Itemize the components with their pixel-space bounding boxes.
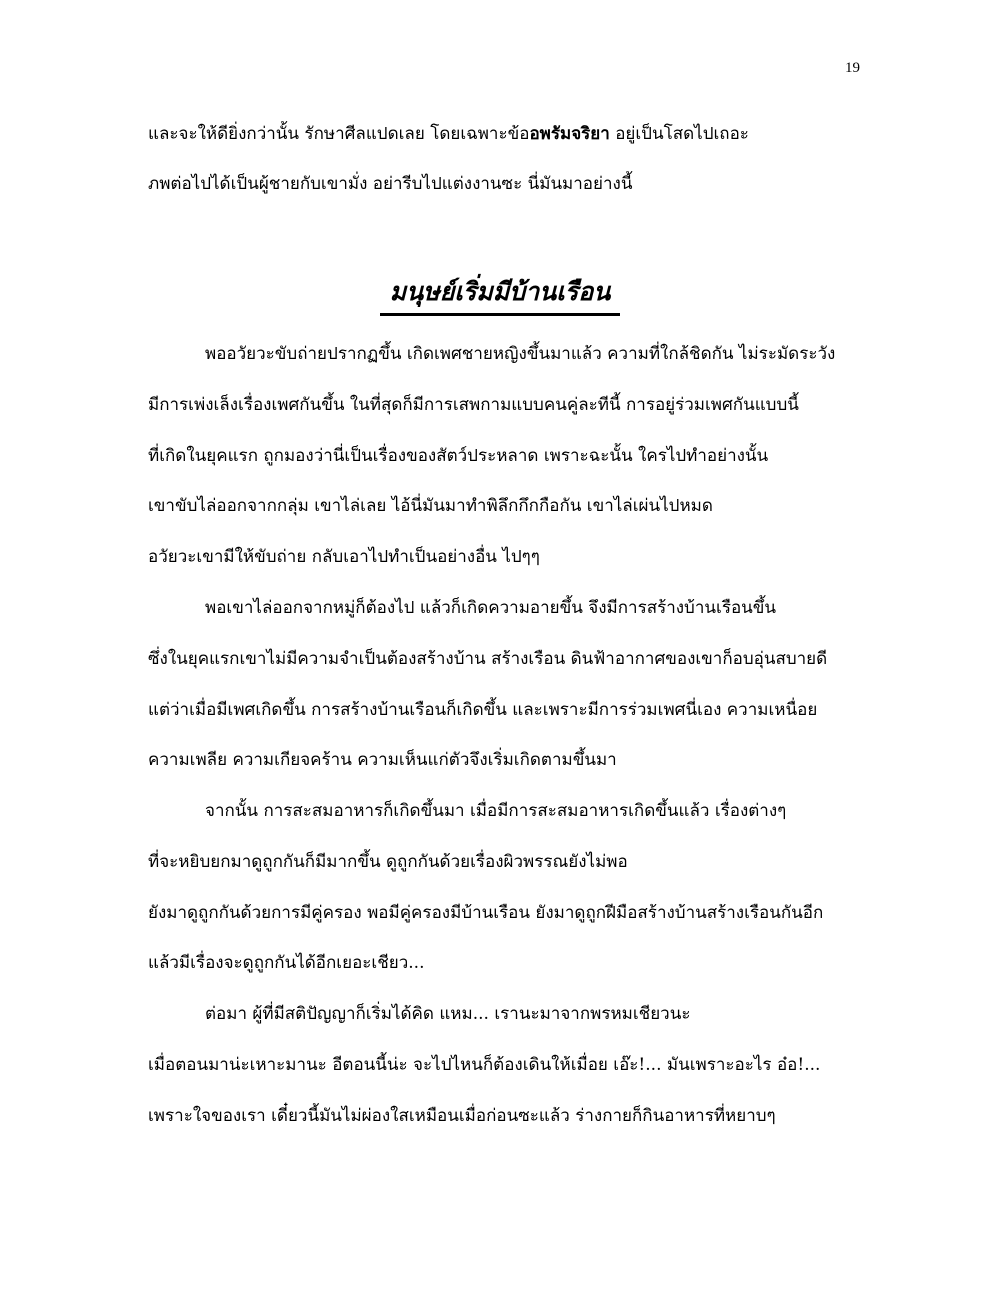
paragraph-2-line-3: แต่ว่าเมื่อมีเพศเกิดขึ้น การสร้างบ้านเรือนก็เกิดขึ้น และเพราะมีการร่วมเพศนี่เอง ความเหนื่อย (148, 700, 818, 720)
paragraph-1-line-4: เขาขับไล่ออกจากกลุ่ม เขาไล่เลย ไอ้นี่มันมาทำพิลึกกึกกือกัน เขาไล่เผ่นไปหมด (148, 496, 713, 516)
paragraph-4-line-3: เพราะใจของเรา เดี๋ยวนี้มันไม่ผ่องใสเหมือนเมื่อก่อนซะแล้ว ร่างกายก็กินอาหารที่หยาบๆ (148, 1106, 776, 1126)
paragraph-3-line-1: จากนั้น การสะสมอาหารก็เกิดขึ้นมา เมื่อมีการสะสมอาหารเกิดขึ้นแล้ว เรื่องต่างๆ (205, 801, 787, 821)
paragraph-1-line-3: ที่เกิดในยุคแรก ถูกมองว่านี่เป็นเรื่องของสัตว์ประหลาด เพราะฉะนั้น ใครไปทำอย่างนั้น (148, 446, 769, 466)
intro-line-1 (148, 122, 749, 146)
page-number: 19 (845, 60, 860, 76)
paragraph-2-line-2: ซึ่งในยุคแรกเขาไม่มีความจำเป็นต้องสร้างบ้าน สร้างเรือน ดินฟ้าอากาศของเขาก็อบอุ่นสบายดี (148, 649, 828, 669)
paragraph-3-line-4: แล้วมีเรื่องจะดูถูกกันได้อีกเยอะเชียว... (148, 953, 425, 973)
paragraph-2-line-4: ความเพลีย ความเกียจคร้าน ความเห็นแก่ตัวจึงเริ่มเกิดตามขึ้นมา (148, 750, 617, 770)
paragraph-4-line-1: ต่อมา ผู้ที่มีสติปัญญาก็เริ่มได้คิด แหม... เรานะมาจากพรหมเชียวนะ (205, 1004, 691, 1024)
paragraph-2-line-1: พอเขาไล่ออกจากหมู่ก็ต้องไป แล้วก็เกิดความอายขึ้น จึงมีการสร้างบ้านเรือนขึ้น (205, 598, 777, 618)
paragraph-3-line-2: ที่จะหยิบยกมาดูถูกกันก็มีมากขึ้น ดูถูกกันด้วยเรื่องผิวพรรณยังไม่พอ (148, 852, 628, 872)
paragraph-1-line-1: พออวัยวะขับถ่ายปรากฏขึ้น เกิดเพศชายหญิงขึ้นมาแล้ว ความที่ใกล้ชิดกัน ไม่ระมัดระวัง (205, 344, 836, 364)
paragraph-1-line-5: อวัยวะเขามีให้ขับถ่าย กลับเอาไปทำเป็นอย่างอื่น ไปๆๆ (148, 547, 540, 567)
paragraph-1-line-2: มีการเพ่งเล็งเรื่องเพศกันขึ้น ในที่สุดก็มีการเสพกามแบบคนคู่ละทีนี้ การอยู่ร่วมเพศกันแบบนี้ (148, 395, 799, 415)
intro-line-2: ภพต่อไปได้เป็นผู้ชายกับเขามั่ง อย่ารีบไปแต่งงานซะ นี่มันมาอย่างนี้ (148, 174, 633, 194)
intro-line-1-tail: อยู่เป็นโสดไปเถอะ (609, 124, 749, 144)
section-title (0, 274, 1000, 316)
intro-line-1-text: และจะให้ดียิ่งกว่านั้น รักษาศีลแปดเลย โดยเฉพาะข้อ (148, 124, 530, 144)
paragraph-3-line-3: ยังมาดูถูกกันด้วยการมีคู่ครอง พอมีคู่ครองมีบ้านเรือน ยังมาดูถูกฝีมือสร้างบ้านสร้างเรือนกันอีก (148, 903, 824, 923)
paragraph-4-line-2: เมื่อตอนมาน่ะเหาะมานะ อีตอนนี้น่ะ จะไปไหนก็ต้องเดินให้เมื่อย เอ๊ะ!... มันเพราะอะไร อ๋อ!... (148, 1055, 821, 1075)
intro-line-1-bold: อพรัมจริยา (529, 124, 610, 144)
section-title-text: มนุษย์เริ่มมีบ้านเรือน (380, 274, 620, 316)
